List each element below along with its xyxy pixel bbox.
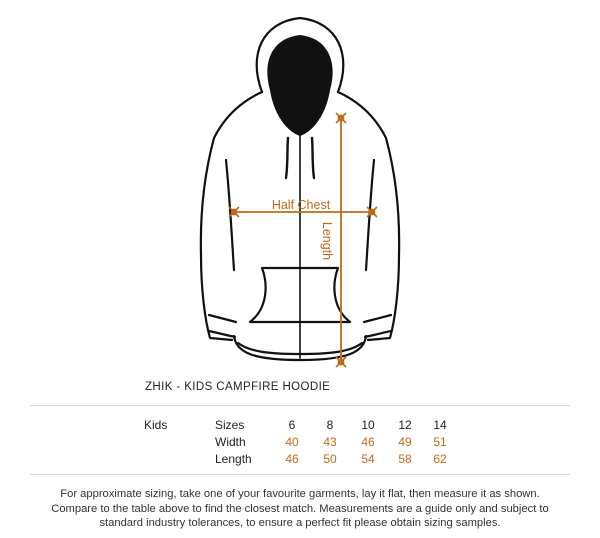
size-table [0,414,600,468]
row-label-length: Length [215,452,252,466]
row-label-width: Width [215,435,246,449]
size-col-header: 12 [398,418,412,432]
hood-interior [267,35,332,136]
cuff-right [364,315,391,337]
width-value: 51 [433,435,447,449]
width-value: 43 [323,435,337,449]
length-label: Length [320,221,334,261]
width-value: 40 [285,435,299,449]
size-col-header: 14 [433,418,447,432]
drawstring-left [286,138,288,178]
footnote-line: Compare to the table above to find the closest match. Measurements are a guide only and subject to [51,502,549,515]
table-divider-bottom [30,474,570,475]
header-label: Sizes [215,418,245,432]
length-value: 50 [323,452,337,466]
length-value: 46 [285,452,299,466]
drawstring-right [312,138,314,178]
size-col-header: 8 [326,418,334,432]
footnote-line: standard industry tolerances, to ensure a perfect fit please obtain sizing samples. [99,517,501,529]
cuff-left [209,315,236,337]
half-chest-label: Half Chest [271,198,331,212]
length-value: 62 [433,452,447,466]
sizing-footnote [20,487,580,531]
width-value: 46 [361,435,375,449]
length-value: 54 [361,452,375,466]
size-col-header: 10 [361,418,375,432]
table-divider-top [30,405,570,406]
size-col-header: 6 [288,418,296,432]
width-value: 49 [398,435,412,449]
group-label: Kids [144,418,168,432]
product-title: ZHIK - KIDS CAMPFIRE HOODIE [145,381,331,393]
length-value: 58 [398,452,412,466]
footnote-line: For approximate sizing, take one of your favourite garments, lay it flat, then measure it as shown. [60,488,540,500]
